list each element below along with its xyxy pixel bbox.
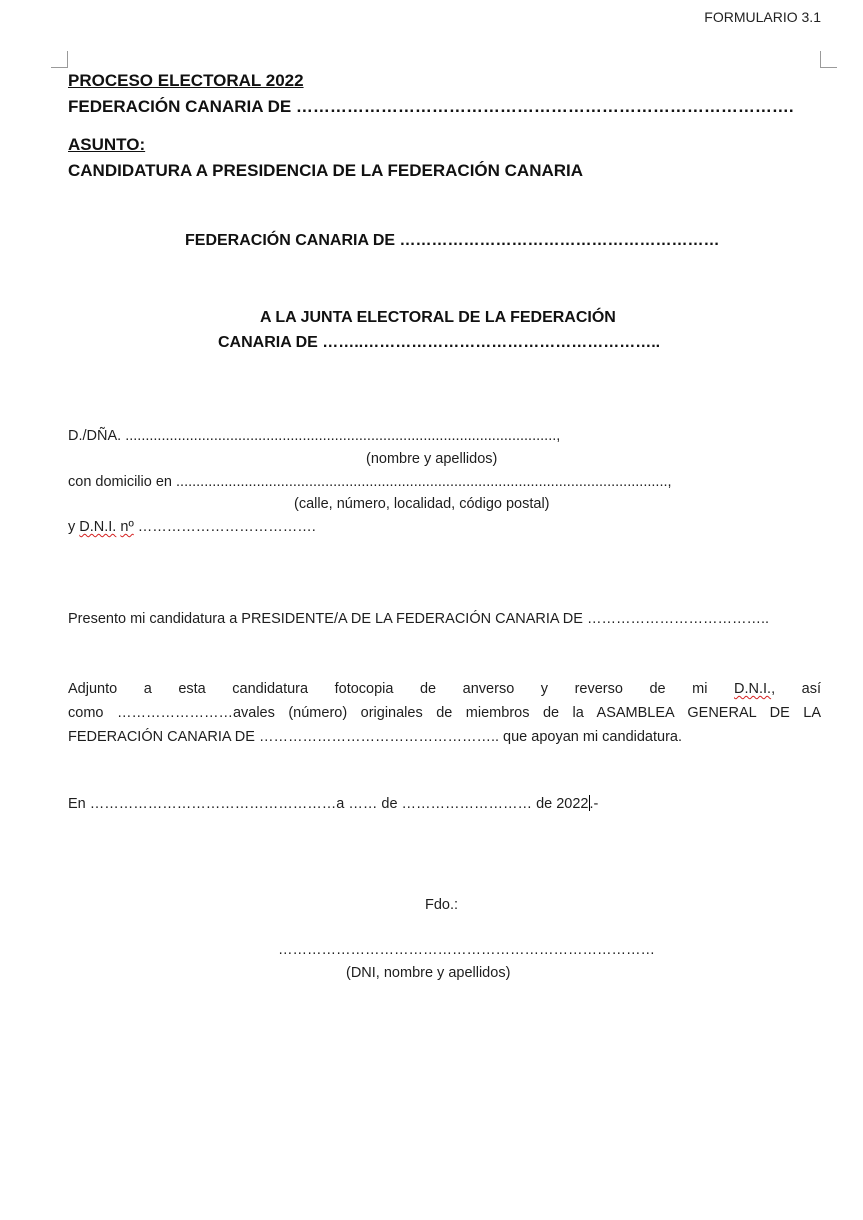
- signature-label: Fdo.:: [425, 897, 459, 913]
- margin-mark-top-left: [51, 51, 68, 68]
- federacion-line: FEDERACIÓN CANARIA DE ……………………………………………………: [185, 232, 720, 249]
- adjunto-line-2: como ……………………avales (número) originales de miembros de la ASAMBLEA GENERAL DE LA: [68, 705, 821, 721]
- proceso-electoral-heading: PROCESO ELECTORAL 2022: [68, 71, 304, 90]
- name-field-line[interactable]: D./DÑA. ...........................................................................................................,: [68, 428, 561, 444]
- date-line-text: En ……………………………………………a …… de ……………………… de 2022: [68, 796, 589, 812]
- date-line-suffix: .-: [589, 796, 599, 812]
- adjunto-line-1: [68, 677, 821, 701]
- asunto-text: CANDIDATURA A PRESIDENCIA DE LA FEDERACIÓN CANARIA: [68, 161, 584, 180]
- address-field-line[interactable]: [68, 474, 672, 490]
- dni-prefix: y: [68, 519, 76, 535]
- federacion-heading: FEDERACIÓN CANARIA DE …………………………………………………………………………….: [68, 97, 794, 116]
- presento-line: Presento mi candidatura a PRESIDENTE/A DE LA FEDERACIÓN CANARIA DE ………………………………..: [68, 611, 770, 627]
- signature-hint: (DNI, nombre y apellidos): [346, 965, 511, 981]
- margin-mark-top-right: [820, 51, 837, 68]
- address-hint: (calle, número, localidad, código postal): [294, 496, 550, 512]
- adjunto-line-3: FEDERACIÓN CANARIA DE ………………………………………….. que apoyan mi candidatura.: [68, 729, 682, 745]
- adjunto-line-1-end: , así: [771, 681, 821, 697]
- dni-field-line[interactable]: [68, 519, 316, 535]
- dni-number-label: nº: [120, 519, 134, 535]
- name-hint: (nombre y apellidos): [366, 451, 498, 467]
- junta-line-2: CANARIA DE ……..………………………………………………..: [218, 334, 661, 351]
- dni-label: D.N.I.: [79, 519, 117, 535]
- adjunto-paragraph: [68, 677, 821, 749]
- dni-dots: ……………………………….: [133, 519, 316, 535]
- adjunto-dni-label: D.N.I.: [734, 681, 772, 697]
- signature-dots[interactable]: ……………………………………………………………………: [278, 942, 655, 958]
- asunto-label: ASUNTO:: [68, 135, 146, 154]
- form-number: FORMULARIO 3.1: [704, 9, 821, 25]
- junta-line-1: A LA JUNTA ELECTORAL DE LA FEDERACIÓN: [260, 309, 616, 326]
- date-field-line[interactable]: [68, 795, 598, 812]
- address-dots: ..........................................................................................................................,: [176, 474, 672, 490]
- adjunto-line-1-text: Adjunto a esta candidatura fotocopia de anverso y reverso de mi: [68, 681, 708, 697]
- address-prefix: con domicilio en: [68, 474, 172, 490]
